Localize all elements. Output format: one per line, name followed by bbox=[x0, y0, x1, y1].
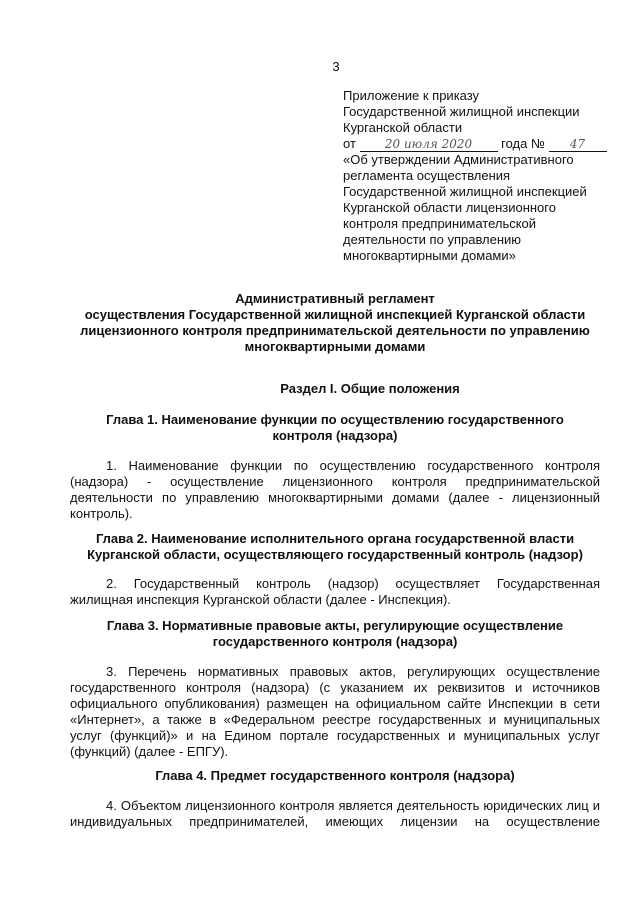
appendix-block bbox=[343, 88, 633, 264]
chapter-1-paragraph: 1. Наименование функции по осуществлению государственного контроля (надзора) - осуществление лицензионного контроля предпринимательской деятельности по управлению многоквартирными домами (далее - лицензионный контроль). bbox=[70, 458, 600, 521]
handwritten-number: 47 bbox=[549, 137, 607, 152]
appendix-subject-line: многоквартирными домами» bbox=[343, 248, 516, 263]
title-line: многоквартирными домами bbox=[244, 339, 426, 354]
appendix-subject-line: деятельности по управлению bbox=[343, 232, 522, 247]
appendix-line: Приложение к приказу bbox=[343, 88, 480, 103]
appendix-line: Государственной жилищной инспекции bbox=[343, 104, 580, 119]
chapter-3-paragraph: 3. Перечень нормативных правовых актов, регулирующих осуществление государственного контроля (надзора) (с указанием их реквизитов и источников официального опубликования) размещен на официальном сайте Инспекции в сети «Интернет», а также в «Федеральном реестре государственных и муниципальных услуг (функций)» и на Едином портале государственных и муниципальных услуг (функций) (далее - ЕПГУ). bbox=[70, 664, 600, 759]
section-title: Раздел I. Общие положения bbox=[280, 381, 460, 396]
chapter-1-title bbox=[70, 412, 600, 444]
date-prefix: от bbox=[343, 136, 356, 151]
chapter-title-line: Глава 3. Нормативные правовые акты, регулирующие осуществление bbox=[106, 618, 564, 633]
appendix-subject-line: «Об утверждении Административного bbox=[343, 152, 574, 167]
chapter-title-line: Глава 2. Наименование исполнительного органа государственной власти bbox=[95, 531, 575, 546]
chapter-4-title bbox=[70, 768, 600, 784]
chapter-2-title bbox=[70, 531, 600, 563]
chapter-4-paragraph: 4. Объектом лицензионного контроля является деятельность юридических лиц и индивидуальных предпринимателей, имеющих лицензии на осуществление bbox=[70, 798, 600, 829]
appendix-line: Курганской области bbox=[343, 120, 463, 135]
title-line: лицензионного контроля предпринимательской деятельности по управлению bbox=[80, 323, 590, 338]
chapter-2-paragraph: 2. Государственный контроль (надзор) осуществляет Государственная жилищная инспекция Курганской области (далее - Инспекция). bbox=[70, 576, 600, 607]
chapter-3-title bbox=[70, 618, 600, 650]
title-line: осуществления Государственной жилищной инспекцией Курганской области bbox=[84, 307, 586, 322]
chapter-title-line: государственного контроля (надзора) bbox=[212, 634, 458, 649]
appendix-subject-line: контроля предпринимательской bbox=[343, 216, 537, 231]
document-title bbox=[70, 291, 600, 355]
chapter-title-line: контроля (надзора) bbox=[272, 428, 398, 443]
appendix-date-line bbox=[343, 136, 633, 152]
chapter-title-line: Глава 1. Наименование функции по осуществлению государственного bbox=[106, 412, 564, 427]
appendix-subject-line: Государственной жилищной инспекцией bbox=[343, 184, 587, 199]
chapter-title-line: Курганской области, осуществляющего государственный контроль (надзор) bbox=[87, 547, 583, 562]
year-label: года № bbox=[501, 136, 545, 151]
appendix-subject-line: Курганской области лицензионного bbox=[343, 200, 556, 215]
appendix-subject-line: регламента осуществления bbox=[343, 168, 511, 183]
chapter-title-line: Глава 4. Предмет государственного контроля (надзора) bbox=[155, 768, 515, 783]
title-line: Административный регламент bbox=[235, 291, 435, 306]
page-number: 3 bbox=[332, 59, 340, 74]
handwritten-date: 20 июля 2020 bbox=[360, 137, 498, 152]
